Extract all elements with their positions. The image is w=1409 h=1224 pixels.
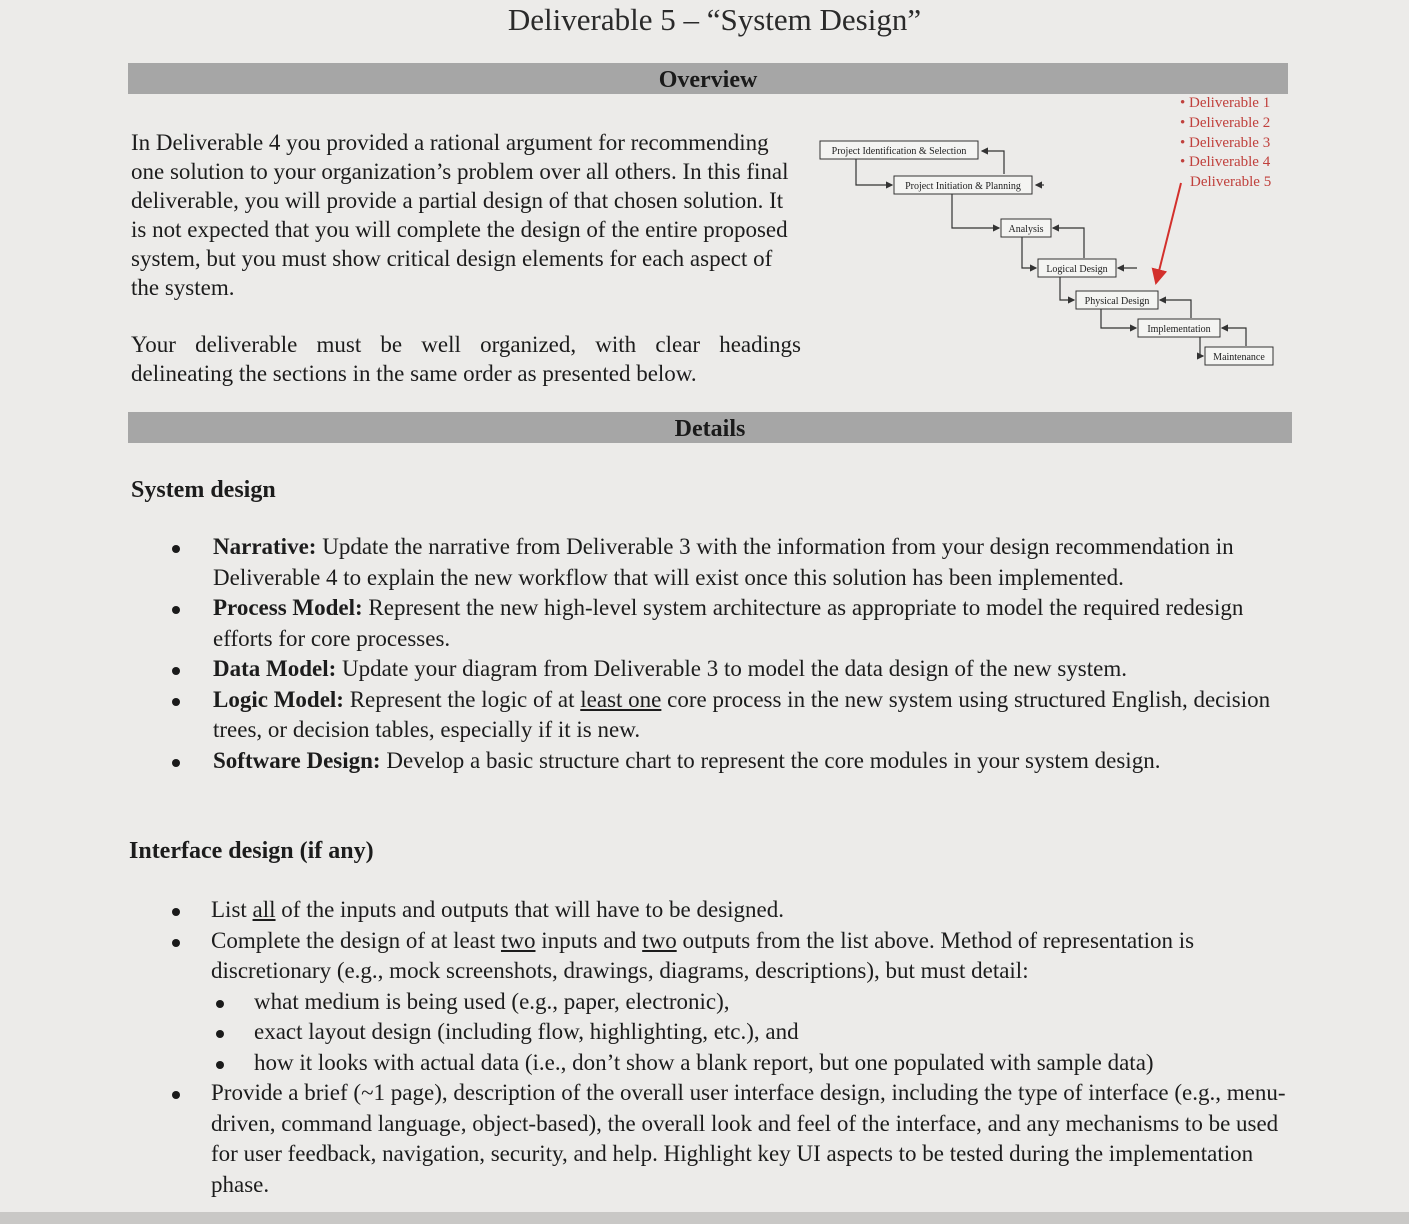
stage-label: Analysis <box>1008 224 1044 235</box>
deliverable-legend <box>1180 95 1271 190</box>
bullet-icon <box>216 1000 224 1008</box>
bullet-icon <box>172 667 180 675</box>
stage-label: Project Identification & Selection <box>831 146 967 157</box>
system-design-list <box>213 532 1298 776</box>
overview-paragraph-1: In Deliverable 4 you provided a rational argument for recommending one solution to your organization’s problem over all others. In this final deliverable, you will provide a partial design of that chosen solution. It is not expected that you will complete the design of the entire proposed system, but you must show critical design elements for each aspect of the system. <box>131 130 789 300</box>
sublist-item: what medium is being used (e.g., paper, electronic), <box>254 987 1291 1018</box>
list-item: Logic Model: Represent the logic of at least one core process in the new system using structured English, decision trees, or decision tables, especially if it is new. <box>213 685 1298 746</box>
bullet-icon <box>172 939 180 947</box>
list-item: Software Design: Develop a basic structure chart to represent the core modules in your system design. <box>213 746 1298 777</box>
stage-implementation <box>1138 319 1220 337</box>
legend-item: • Deliverable 4 <box>1180 154 1271 170</box>
stage-project-identification <box>820 141 978 159</box>
bullet-icon <box>216 1061 224 1069</box>
bullet-icon <box>172 606 180 614</box>
stage-label: Implementation <box>1147 324 1211 335</box>
page-title: Deliverable 5 – “System Design” <box>507 2 922 37</box>
legend-item: • Deliverable 1 <box>1180 95 1271 111</box>
bullet-icon <box>172 908 180 916</box>
details-section-bar: Details <box>128 412 1292 443</box>
overview-paragraph-2: Your deliverable must be well organized, with clear headings delineating the sections in the same order as presented below. <box>131 332 801 386</box>
list-item: Complete the design of at least two inputs and two outputs from the list above. Method of representation is discretionary (e.g., mock screenshots, drawings, diagrams, descriptions), but must detail: what medium is being used (e.g., paper, electronic), exact layout design (including flow, highlighting, etc.), and how it looks with actual data (i.e., don’t show a blank report, but one populated with sample data) <box>211 926 1291 1079</box>
system-design-heading: System design <box>131 477 276 503</box>
stage-project-initiation <box>894 176 1032 194</box>
sublist-item: how it looks with actual data (i.e., don’t show a blank report, but one populated with sample data) <box>254 1048 1291 1079</box>
interface-design-heading: Interface design (if any) <box>129 838 374 864</box>
legend-item: Deliverable 5 <box>1190 174 1272 190</box>
bullet-icon <box>172 545 180 553</box>
screen-bottom-edge <box>0 1212 1409 1224</box>
bullet-icon <box>216 1030 224 1038</box>
stage-label: Logical Design <box>1046 264 1108 275</box>
bullet-icon <box>172 759 180 767</box>
legend-item: • Deliverable 2 <box>1180 115 1271 131</box>
deliverable-5-arrow <box>1156 183 1181 283</box>
sdlc-waterfall-diagram <box>0 0 1409 420</box>
stage-physical-design <box>1076 291 1158 309</box>
list-item: Provide a brief (~1 page), description of the overall user interface design, including the type of interface (e.g., menu-driven, command language, object-based), the overall look and feel of the interface, and any mechanisms to be used for user feedback, navigation, security, and help. Highlight key UI aspects to be tested during the implementation phase. <box>211 1078 1291 1200</box>
stage-logical-design <box>1038 259 1116 277</box>
legend-item: • Deliverable 3 <box>1180 135 1271 151</box>
list-item: Data Model: Update your diagram from Deliverable 3 to model the data design of the new system. <box>213 654 1298 685</box>
stage-analysis <box>1001 219 1051 237</box>
stage-label: Project Initiation & Planning <box>905 181 1021 192</box>
stage-maintenance <box>1205 347 1273 365</box>
list-item: Narrative: Update the narrative from Deliverable 3 with the information from your design recommendation in Deliverable 4 to explain the new workflow that will exist once this solution has been implemented. <box>213 532 1298 593</box>
interface-design-list <box>211 895 1291 1200</box>
interface-detail-sublist <box>211 987 1291 1079</box>
stage-label: Physical Design <box>1084 296 1150 307</box>
bullet-icon <box>172 1091 180 1099</box>
sublist-item: exact layout design (including flow, highlighting, etc.), and <box>254 1017 1291 1048</box>
overview-section-bar: Overview <box>128 63 1288 94</box>
bullet-icon <box>172 698 180 706</box>
stage-label: Maintenance <box>1213 352 1265 363</box>
list-item: List all of the inputs and outputs that will have to be designed. <box>211 895 1291 926</box>
list-item: Process Model: Represent the new high-level system architecture as appropriate to model the required redesign efforts for core processes. <box>213 593 1298 654</box>
